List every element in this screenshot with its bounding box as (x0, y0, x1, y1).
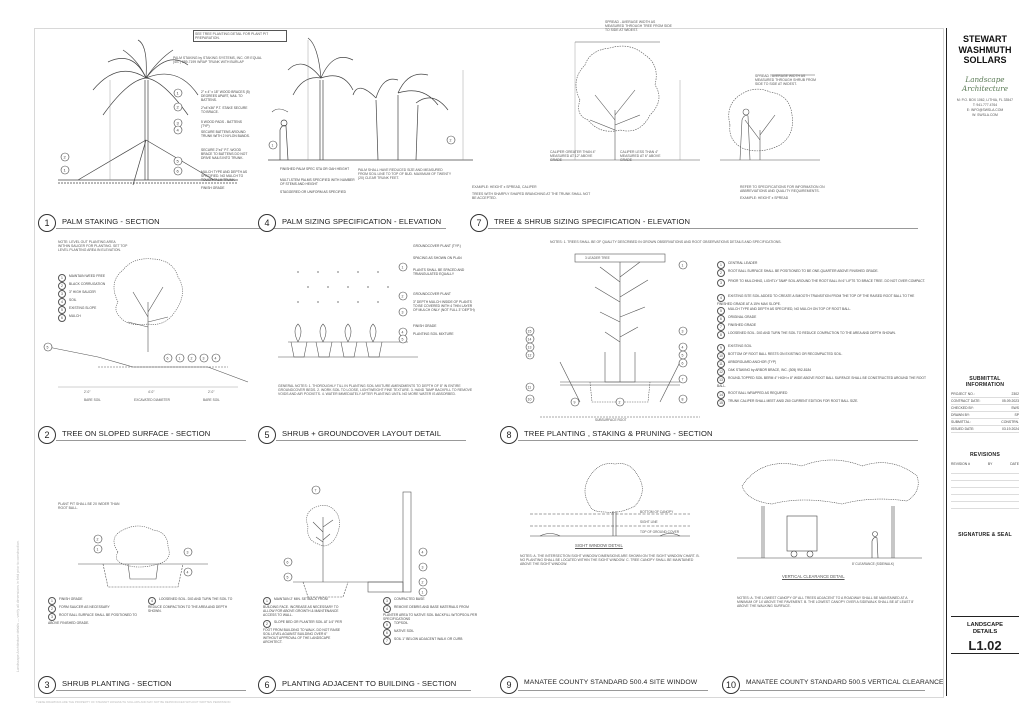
side-note: Landscape Architecture details — verify all dimensions in field prior to construction. (16, 540, 20, 672)
svg-text:2: 2 (449, 138, 452, 143)
palm-sizing-callout-1: FINISHED PALM SPEC STA OR OAH HEIGHT (280, 167, 350, 171)
detail-number: 8 (500, 426, 518, 444)
detail-shrub-planting (38, 482, 263, 694)
svg-text:1: 1 (63, 167, 66, 173)
detail-title: MANATEE COUNTY STANDARD 500.4 SITE WINDOW (524, 679, 698, 686)
sp-callout-1: 1 FINISH GRADE (48, 597, 138, 605)
revision-line (951, 495, 1019, 502)
dim-center: 4'-0" (148, 390, 155, 394)
sight-window-notes: NOTES: A. THE INTERSECTION SIGHT WINDOW DIMENSIONS ARE SHOWN ON THE SIGHT WINDOW CHART. B. NO PLANTING SHALL BE LOCATED WITHIN THE SIGHT WINDOW. C. TREE CANOPY SHALL BE MAINTAINED ABOVE THE SIGHT WINDOW. (520, 554, 700, 567)
panel-title (470, 214, 930, 230)
sp-callout-4: 4 LOOSENED SOIL. DIG AND TURN THE SOIL TO REDUCE COMPACTION TO THE AREA AND DEPTH SHOWN. (148, 597, 233, 613)
svg-text:2: 2 (63, 154, 66, 160)
title-rule (56, 440, 246, 441)
planting-note: NOTES: 1. TREES SHALL BE OF QUALITY DESCRIBED IN GROWN OBSERVATIONS AND ROOT OBSERVATIONS DETAILS AND SPECIFICATIONS. (550, 240, 782, 244)
title-rule (740, 690, 925, 691)
gc-callout-6: FINISH GRADE (413, 324, 437, 328)
svg-text:11: 11 (527, 385, 532, 390)
svg-text:2: 2 (401, 294, 404, 299)
ground-cover-label: TOP OF GROUND COVER (640, 530, 680, 534)
svg-text:1: 1 (176, 90, 179, 96)
submittal-info (951, 376, 1019, 433)
palm-callout-6: MULCH TYPE AND DEPTH AS SPECIFIED. NO MULCH TO TOUCH PALM TRUNK. (201, 170, 248, 182)
palm-callout-5: SECURE 2"x4" P.T. WOOD BRACE TO BATTENS DO NOT DRIVE NAILS INTO TRUNK. (201, 148, 248, 160)
slope-callout-4: 4 SOIL (58, 298, 77, 306)
palm-callout-1: 2" x 4" x 18" WOOD BRACES (5) DEGREES APART, NAIL TO BATTENS. (201, 90, 250, 102)
panel-title (258, 214, 458, 230)
detail-vertical-clearance (722, 446, 944, 694)
sheet-title: LANDSCAPE DETAILS (966, 622, 1004, 635)
caliper-less-note: CALIPER LESS THAN 4" MEASURED AT 6" ABOVE GRADE (620, 150, 661, 163)
revision-line (951, 502, 1019, 509)
tp-callout-13: 13 ROUND-TOPPED SOIL BERM 4" HIGH x 8" WIDE ABOVE ROOT BALL SURFACE SHALL BE CONSTRUCTED AROUND THE ROOT BALL. (717, 376, 926, 388)
panel-title (258, 426, 478, 442)
gc-general-notes: GENERAL NOTES: 1. THOROUGHLY TILL IN PLANTING SOIL MIXTURE AMENDMENTS TO DEPTH OF 8" IN ENTIRE GROUNDCOVER BEDS. 2. WORK SOIL TO LOOSE, LIGHTWEIGHT FINE TEXTURE. 3. HAND TAMP BACKFILL TO REMOVE VOIDS AND AIR POCKETS. 4. WATER IMMEDIATELY AFTER PLANTING UNTIL NO MORE WATER IS ABSORBED. (278, 384, 473, 397)
palm-callout-4: SECURE BATTENS AROUND TRUNK WITH 2 NYLON BANDS. (201, 130, 250, 138)
revision-line (951, 467, 1019, 474)
tp-callout-9: 9 EXISTING SOIL (717, 344, 927, 352)
submittal-row: SUBMITTAL: CONSTRN. (951, 420, 1019, 424)
detail-number: 7 (470, 214, 488, 232)
title-rule (518, 440, 918, 441)
palm-sizing-callout-3: STAGGERED OR UNIFORM AS SPECIFIED (280, 190, 347, 194)
title-rule (56, 690, 246, 691)
palm-sizing-callout-2: MULTI-STEM PALMS SPECIFIED WITH NUMBER OF STEMS AND HEIGHT (280, 178, 355, 186)
svg-text:4: 4 (421, 550, 424, 555)
gc-callout-1: GROUNDCOVER PLANT (TYP.) (413, 244, 461, 248)
gc-callout-4: GROUNDCOVER PLANT (413, 292, 451, 296)
submittal-heading: SUBMITTAL INFORMATION (965, 376, 1005, 388)
submittal-row: ISSUED DATE: 03.19.2024 (951, 427, 1019, 431)
signature-block (951, 532, 1019, 538)
title-rule (518, 690, 708, 691)
svg-text:2: 2 (176, 104, 179, 110)
firm-contact: M: P.O. BOX 1062, LITHIA, FL 33547 T: 941.777.4764 E: INFO@SWSLA.COM W: SWSLA.COM (956, 98, 1014, 117)
svg-text:3: 3 (176, 120, 179, 126)
detail-number: 6 (258, 676, 276, 694)
svg-text:5: 5 (176, 158, 179, 164)
revisions-heading: REVISIONS (969, 452, 1001, 458)
pit-prep-note: SEE TREE PLANTING DETAIL FOR PLANT PIT PREPARATION. (193, 30, 287, 42)
title-rule (276, 228, 446, 229)
tp-callout-10: 10 BOTTOM OF ROOT BALL RESTS ON EXISTING OR RECOMPACTED SOIL. (717, 352, 927, 360)
svg-text:15: 15 (527, 329, 532, 334)
tp-callout-11: 11 ARBORGUARD ANCHOR (TYP) (717, 360, 927, 368)
svg-text:3: 3 (681, 329, 684, 334)
tp-callout-5: 5 MULCH TYPE AND DEPTH AS SPECIFIED, NO MULCH ON TOP OF ROOT BALL. (717, 307, 927, 315)
svg-text:3: 3 (186, 550, 189, 555)
sp-callout-3: 3 ROOT BALL SURFACE SHALL BE POSITIONED TO ABOVE FINISHED GRADE. (48, 613, 137, 625)
tp-callout-15: 15 TRUNK CALIPER SHALL MEET ANSI Z60 CURRENT EDITION FOR ROOT BALL SIZE. (717, 399, 927, 407)
svg-text:8: 8 (681, 397, 684, 402)
tp-callout-6: 6 ORIGINAL GRADE (717, 315, 927, 323)
palm-sizing-note: PALM SHALL HAVE REDUCED SIZE AND MEASURED FROM SOIL LINE TO TOP OF BUD. MAXIMUM OF TWENTY (20) CLEAR TRUNK FEET. (358, 168, 452, 181)
svg-text:4: 4 (176, 127, 179, 133)
svg-text:1: 1 (421, 590, 424, 595)
pb-callout-2: 2 SLOPE BED OR PLANTER SOIL AT 1/4" PER FOOT FROM BUILDING TO WALK. DO NOT RAISE SOIL LEVEL AGAINST BUILDING OVER 6" WITHOUT APPROVAL OF THE LANDSCAPE ARCHITECT. (263, 620, 342, 644)
tree-branching-note: TREES WITH SHARPLY SHAPED BRANCHING AT THE TRUNK SHALL NOT BE ACCEPTED. (472, 192, 591, 201)
palm-sizing-drawing (258, 20, 488, 232)
svg-text:7: 7 (681, 377, 684, 382)
detail-number: 10 (722, 676, 740, 694)
title-rule (276, 440, 466, 441)
tree-example-note: EXAMPLE: HEIGHT x SPREAD, CALIPER (472, 185, 537, 189)
svg-text:9: 9 (573, 400, 576, 405)
firm-name: STEWART WASHMUTH SOLLARS (958, 34, 1012, 65)
svg-text:4: 4 (214, 356, 217, 361)
detail-shrub-groundcover (258, 232, 490, 444)
slope-callout-2: 2 BLACK CORRUGATION (58, 282, 105, 290)
palm-callout-2: 2"x4"x36" P.T. STAKE SECURE TO BRACE. (201, 106, 248, 114)
svg-text:1: 1 (681, 263, 684, 268)
svg-text:1: 1 (401, 265, 404, 270)
gc-callout-3: PLANTS SHALL BE SPACED AND TRIANGULATED EQUALLY (413, 268, 465, 276)
revision-line (951, 488, 1019, 495)
sight-window-title: SIGHT WINDOW DETAIL (575, 543, 623, 548)
building-planting-drawing (258, 482, 488, 694)
pit-width-note: PLANT PIT SHALL BE 2X WIDER THAN ROOT BALL. (58, 502, 120, 511)
specs-refer-note: REFER TO SPECIFICATIONS FOR INFORMATION ON ABBREVIATIONS AND QUALITY REQUIREMENTS. (740, 185, 825, 194)
dim-left: 2'-0" (84, 390, 91, 394)
tp-callout-3: 3 PRIOR TO MULCHING, LIGHTLY TAMP SOIL AROUND THE ROOT BALL IN 6" LIFTS TO BRACE TREE. DO NOT OVER COMPACT. (717, 279, 927, 287)
pb-callout-6: 6 NATIVE SOIL (383, 629, 483, 637)
palm-callout-7: FINISH GRADE (201, 186, 225, 190)
submittal-row: DRAWN BY: SP (951, 413, 1019, 417)
panel-title (38, 676, 258, 692)
title-rule (488, 228, 918, 229)
revision-line (951, 474, 1019, 481)
svg-text:4: 4 (401, 330, 404, 335)
detail-number: 4 (258, 214, 276, 232)
excavated-diameter: EXCAVATED DIAMETER (134, 398, 170, 402)
detail-title: TREE PLANTING , STAKING & PRUNING - SECTION (524, 429, 713, 438)
dim-right: 2'-0" (208, 390, 215, 394)
svg-text:7: 7 (314, 488, 317, 493)
shrub-example-note: EXAMPLE: HEIGHT x SPREAD (740, 196, 789, 200)
svg-text:1: 1 (178, 356, 181, 361)
svg-text:13: 13 (527, 345, 532, 350)
detail-number: 3 (38, 676, 56, 694)
svg-text:4: 4 (681, 345, 684, 350)
bare-soil-left: BARE SOIL (84, 398, 101, 402)
signature-heading: SIGNATURE & SEAL (958, 532, 1012, 538)
gc-callout-5: 3" DEPTH MULCH INSIDE OF PLANTS TO BE COVERED WITH 4 THIN LAYER OF MULCH ONLY (NOT FULL 3" DEPTH) (413, 300, 475, 312)
svg-text:3: 3 (202, 356, 205, 361)
bare-soil-right: BARE SOIL (203, 398, 220, 402)
footer-note: THESE DRAWINGS ARE THE PROPERTY OF STEWART WASHMUTH SOLLARS AND MAY NOT BE REPRODUCED WITHOUT WRITTEN PERMISSION (36, 700, 231, 704)
revision-line (951, 481, 1019, 488)
groundcover-drawing (258, 232, 488, 444)
palm-supplier-note: PALM STAKING by STAKING SYSTEMS, INC. OR EQUAL (407) 889-7199 WRAP TRUNK WITH BURLAP (173, 56, 262, 65)
detail-title: MANATEE COUNTY STANDARD 500.5 VERTICAL CLEARANCE (746, 679, 944, 686)
sight-line-label: SIGHT LINE (640, 520, 658, 524)
svg-text:12: 12 (527, 353, 532, 358)
detail-title: PALM SIZING SPECIFICATION - ELEVATION (282, 217, 442, 226)
shrub-planting-drawing (38, 482, 258, 694)
detail-title: TREE & SHRUB SIZING SPECIFICATION - ELEVATION (494, 217, 691, 226)
panel-title (500, 426, 930, 442)
detail-title: SHRUB + GROUNDCOVER LAYOUT DETAIL (282, 429, 442, 438)
svg-text:1: 1 (96, 547, 99, 552)
svg-text:2: 2 (421, 580, 424, 585)
slope-callout-3: 3 3" HIGH SAUCER (58, 290, 96, 298)
svg-text:14: 14 (527, 337, 532, 342)
svg-text:5: 5 (401, 337, 404, 342)
svg-text:10: 10 (527, 397, 532, 402)
svg-text:2: 2 (618, 400, 621, 405)
tp-callout-4: 4 EXISTING SITE SOIL ADDED TO CREATE A SMOOTH TRANSITION FROM THE TOP OF THE RAISED ROOT BALL TO THE FINISHED GRADE AT A 15% MAX SLOPE. (717, 294, 915, 306)
pb-callout-4: 4 REMOVE DEBRIS AND BASE MATERIALS FROM PLANTER AREA TO NATIVE SOIL BACKFILL W/TOPSOIL PER SPECIFICATIONS (383, 605, 478, 621)
sp-callout-2: 2 FORM SAUCER AS NECESSARY (48, 605, 138, 613)
svg-text:1: 1 (271, 143, 274, 148)
detail-title: TREE ON SLOPED SURFACE - SECTION (62, 429, 211, 438)
leader-label: 3 LEADER TREE (585, 256, 610, 260)
detail-number: 1 (38, 214, 56, 232)
shrub-spread-note: SPREAD - AVERAGE WIDTH AS MEASURED THROUGH SHRUB FROM SIDE TO SIDE AT WIDEST. (755, 74, 816, 87)
detail-number: 9 (500, 676, 518, 694)
slope-callout-5: 5 EXISTING SLOPE (58, 306, 96, 314)
slope-note: NOTE: LEVEL OUT PLANTING AREA WITHIN SAUCER FOR PLANTING. SET TOP LEVEL PLANTING AREA IN ELEVATION. (58, 240, 128, 253)
svg-text:6: 6 (681, 361, 684, 366)
pb-callout-3: 3 COMPACTED BASE (383, 597, 483, 605)
pb-callout-5: 5 TOPSOIL (383, 621, 483, 629)
detail-number: 2 (38, 426, 56, 444)
tree-spread-note: SPREAD - AVERAGE WIDTH AS MEASURED THROUGH TREE FROM SIDE TO SIDE AT WIDEST. (605, 20, 672, 33)
detail-planting-building (258, 482, 490, 694)
detail-title: SHRUB PLANTING - SECTION (62, 679, 172, 688)
tp-callout-2: 2 ROOT BALL SURFACE SHALL BE POSITIONED TO BE ONE-QUARTER ABOVE FINISHED GRADE. (717, 269, 927, 277)
gc-callout-2: SPACING AS SHOWN ON PLAN (413, 256, 462, 260)
subsurface-label: SUBSURFACE ROOT (595, 418, 627, 422)
pb-callout-1: 1 MAINTAIN 2' MIN. SETBACK FROM BUILDING FACE. INCREASE AS NECESSARY TO ALLOW FOR ABOVE GROWTH & MAINTENANCE ACCESS TO WALL. (263, 597, 339, 617)
panel-title (500, 676, 720, 692)
sheet-title-block (951, 616, 1019, 654)
detail-sight-window (500, 446, 722, 694)
revisions-header-row: REVISION # BY DATE (951, 462, 1019, 466)
svg-text:6: 6 (286, 560, 289, 565)
submittal-row: PROJECT NO.: 2302 (951, 392, 1019, 396)
svg-text:5: 5 (46, 345, 49, 350)
panel-title (38, 426, 258, 442)
svg-text:6: 6 (166, 356, 169, 361)
detail-number: 5 (258, 426, 276, 444)
pb-callout-7: 7 SOIL 1" BELOW ADJACENT WALK OR CURB (383, 637, 483, 645)
slope-callout-1: 1 MAINTAIN WEED FREE (58, 274, 105, 282)
title-rule (276, 690, 471, 691)
vertical-clearance-drawing (722, 446, 937, 586)
svg-text:4: 4 (186, 570, 189, 575)
firm-discipline: Landscape Architecture (962, 75, 1008, 93)
submittal-row: CONTRACT DATE: 05.09.2023 (951, 399, 1019, 403)
svg-text:2: 2 (190, 356, 193, 361)
svg-text:2: 2 (96, 537, 99, 542)
caliper-greater-note: CALIPER GREATER THAN 4" MEASURED AT 12" ABOVE GRADE (550, 150, 596, 163)
tree-slope-drawing (38, 232, 268, 444)
panel-title (258, 676, 483, 692)
detail-title: PALM STAKING - SECTION (62, 217, 160, 226)
tp-callout-1: 1 CENTRAL LEADER (717, 261, 927, 269)
svg-text:5: 5 (681, 353, 684, 358)
tp-callout-12: 12 OAK STAKING by ARBOR BRACE, INC. (305) 992-8184 (717, 368, 927, 376)
svg-text:3: 3 (401, 310, 404, 315)
svg-text:5: 5 (286, 575, 289, 580)
svg-text:3: 3 (421, 565, 424, 570)
clearance-title: VERTICAL CLEARANCE DETAIL (782, 574, 845, 579)
sheet-number: L1.02 (968, 638, 1002, 653)
detail-title: PLANTING ADJACENT TO BUILDING - SECTION (282, 679, 457, 688)
clearance-notes: NOTES: A. THE LOWEST CANOPY OF ALL TREES ADJACENT TO A ROADWAY SHALL BE MAINTAINED AT A MINIMUM OF 14' ABOVE THE PAVEMENT. B. THE LOWEST CANOPY OVER A SIDEWALK SHALL BE AT LEAST 8' ABOVE THE WALKING SURFACE. (737, 596, 914, 609)
title-block (946, 28, 1023, 696)
tp-callout-14: 14 ROOT BALL WRAPPED AS REQUIRED (717, 391, 927, 399)
detail-tree-shrub-sizing (470, 20, 940, 232)
tp-callout-7: 7 FINISHED GRADE (717, 323, 927, 331)
svg-text:6: 6 (176, 168, 179, 174)
submittal-row: CHECKED BY: SWS (951, 406, 1019, 410)
detail-tree-planting (500, 232, 940, 444)
gc-callout-7: PLANTING SOIL MIXTURE (413, 332, 454, 336)
canopy-label: BOTTOM OF CANOPY (640, 510, 674, 514)
palm-callout-3: 5 WOOD PADS - BATTENS (TYP) (201, 120, 242, 128)
slope-callout-6: 6 MULCH (58, 314, 81, 322)
clearance-label: 8' CLEARANCE (SIDEWALK) (852, 562, 895, 566)
revisions-block (951, 452, 1019, 509)
panel-title (722, 676, 944, 692)
tp-callout-8: 8 LOOSENED SOIL. DIG AND TURN THE SOIL TO REDUCE COMPACTION TO THE AREA AND DEPTH SHOWN. (717, 331, 927, 339)
